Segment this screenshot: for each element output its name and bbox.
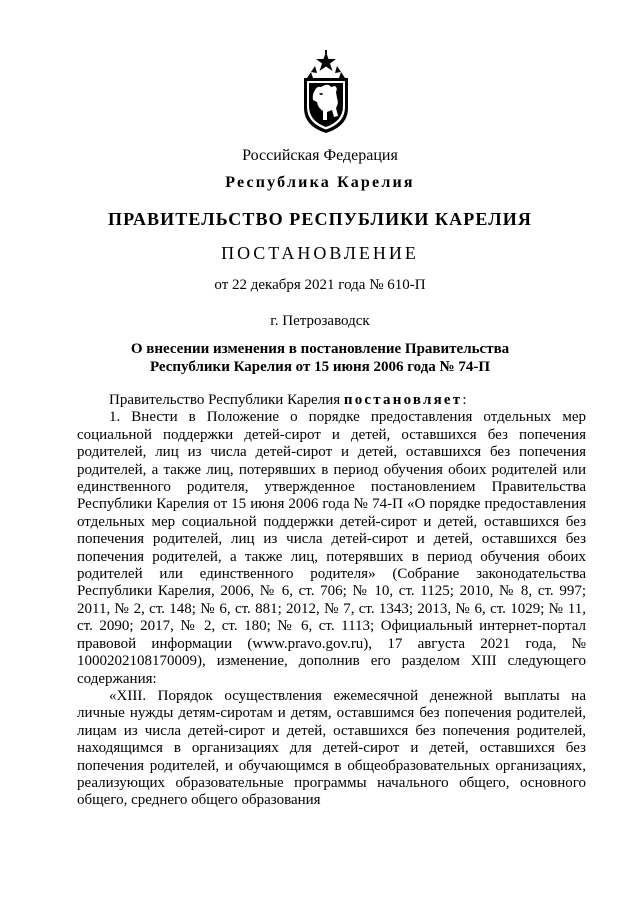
document-city: г. Петрозаводск [270, 313, 370, 329]
paragraph-2: «XIII. Порядок осуществления ежемесячной денежной выплаты на личные нужды детям-сиротам и детям, оставшимся без попечения родителей, лицам из числа детей-сирот и детей, оставшихся без попечения родителей, находящимся в организациях для детей-сирот и детей, оставшихся без попечения родителей, и обучающимся в общеобразовательных организациях, реализующих образовательные программы начального общего, основного общего, среднего общего образования [77, 687, 586, 809]
document-type: ПОСТАНОВЛЕНИЕ [221, 243, 419, 263]
document-subject [0, 340, 640, 376]
government-title: ПРАВИТЕЛЬСТВО РЕСПУБЛИКИ КАРЕЛИЯ [108, 209, 532, 229]
document-date-number: от 22 декабря 2021 года № 610-П [214, 277, 426, 293]
intro-paragraph [77, 392, 586, 409]
subject-line-1: О внесении изменения в постановление Правительства [130, 341, 510, 357]
intro-prefix: Правительство Республики Карелия [109, 392, 341, 408]
paragraph-1: 1. Внести в Положение о порядке предоставления отдельных мер социальной поддержки детей-сирот и детей, оставшихся без попечения родителей, лиц из числа детей-сирот и детей, оставшихся без попечения родителей, а также лиц, потерявших в период обучения обоих родителей или единственного родителя, утвержденное постановлением Правительства Республики Карелия от 15 июня 2006 года № 74-П «О порядке предоставления отдельных мер социальной поддержки детей-сирот и детей, оставшихся без попечения родителей, лиц из числа детей-сирот и детей, оставшихся без попечения родителей, а также лиц, потерявших в период обучения обоих родителей или единственного родителя» (Собрание законодательства Республики Карелия, 2006, № 6, ст. 706; № 10, ст. 1125; 2010, № 8, ст. 997; 2011, № 2, ст. 148; № 6, ст. 881; 2012, № 7, ст. 1343; 2013, № 6, ст. 1029; № 11, ст. 2090; 2017, № 2, ст. 180; № 6, ст. 1113; Официальный интернет-портал правовой информации (www.pravo.gov.ru), 17 августа 2021 года, № 1000202108170009), изменение, дополнив его разделом XIII следующего содержания: [77, 409, 586, 687]
document-body [77, 392, 586, 810]
intro-suffix: : [462, 392, 467, 408]
subject-line-2: Республики Карелия от 15 июня 2006 года № 74-П [149, 359, 491, 375]
karelia-coat-of-arms-icon [301, 50, 351, 134]
country-name: Российская Федерация [242, 147, 398, 164]
republic-name: Республика Карелия [225, 174, 415, 191]
intro-verb: постановляет [343, 392, 463, 408]
